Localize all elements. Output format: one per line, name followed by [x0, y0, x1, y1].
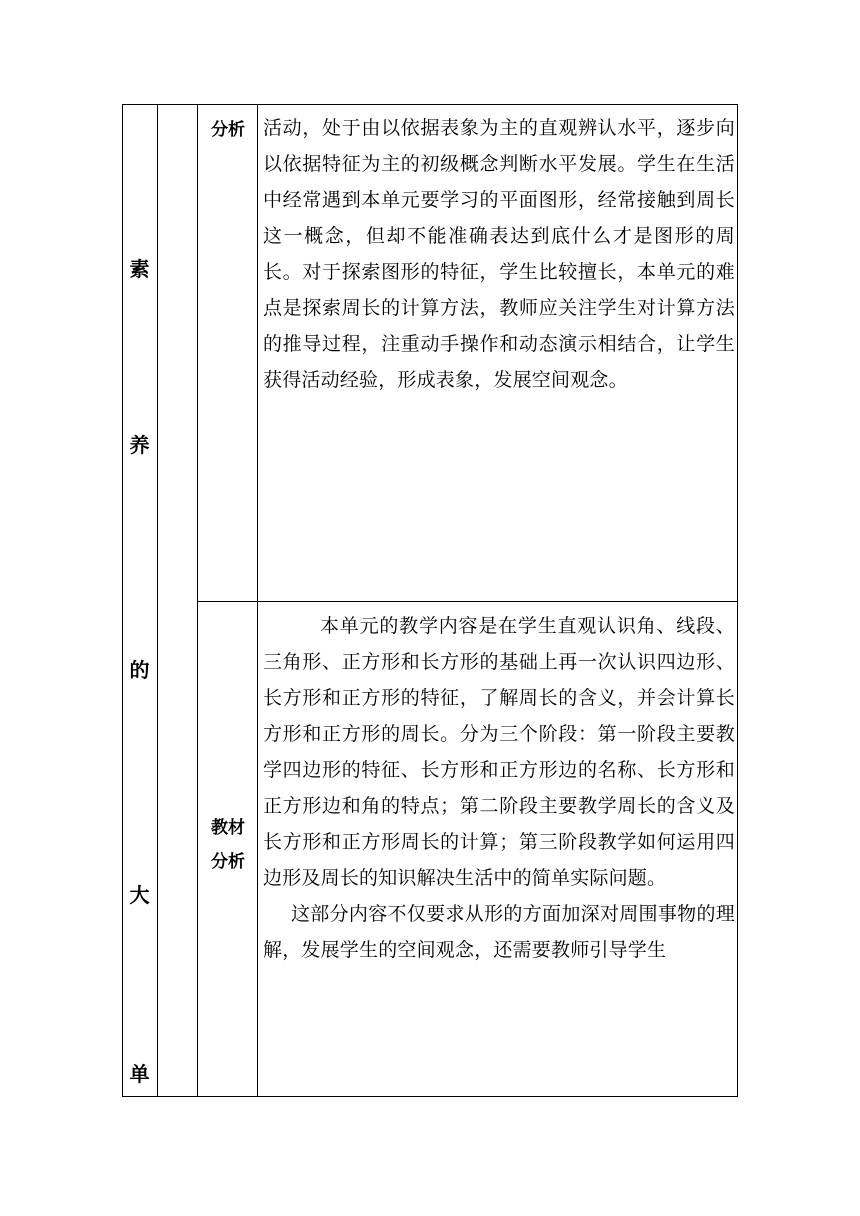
section1-paragraph-1: 活动，处于由以依据表象为主的直观辨认水平，逐步向以依据特征为主的初级概念判断水平发展。学生在生活中经常遇到本单元要学习的平面图形，经常接触到周长这一概念，但却不能准确表达到底什么才是图形的周长。对于探索图形的特征，学生比较擅长，本单元的难点是探索周长的计算方法，教师应关注学生对计算方法的推导过程，注重动手操作和动态演示相结合，让学生获得活动经验，形成表象，发展空间观念。 — [263, 117, 735, 391]
column-title-char-4: 大 — [129, 883, 150, 907]
section2-label — [199, 811, 257, 879]
column-title-char-1: 素 — [129, 257, 150, 281]
section2-paragraph-1: 本单元的教学内容是在学生直观认识角、线段、三角形、正方形和长方形的基础上再一次认识四边形、长方形和正方形的特征，了解周长的含义，并会计算长方形和正方形的周长。分为三个阶段：第一阶段主要教学四边形的特征、长方形和正方形边的名称、长方形和正方形边和角的特点；第二阶段主要教学周长的含义及长方形和正方形周长的计算；第三阶段教学如何运用四边形及周长的知识解决生活中的简单实际问题。 — [263, 615, 735, 889]
section2-content — [263, 608, 735, 968]
column-divider-1 — [157, 104, 158, 1097]
table-border-top — [122, 104, 738, 105]
section2-label-line-2: 分析 — [211, 852, 245, 872]
column-title-char-5: 单 — [129, 1062, 150, 1086]
table-border-left — [122, 104, 123, 1097]
section1-label: 分析 — [211, 120, 245, 140]
document-table — [122, 104, 738, 1097]
table-border-bottom — [122, 1096, 738, 1097]
section1-content — [263, 110, 735, 398]
column-title-char-2: 养 — [129, 433, 150, 457]
column-title-char-3: 的 — [129, 658, 150, 682]
section2-label-line-1: 教材 — [211, 818, 245, 838]
section2-paragraph-2: 这部分内容不仅要求从形的方面加深对周围事物的理解，发展学生的空间观念，还需要教师引导学生 — [263, 903, 735, 961]
row-divider — [197, 601, 738, 602]
